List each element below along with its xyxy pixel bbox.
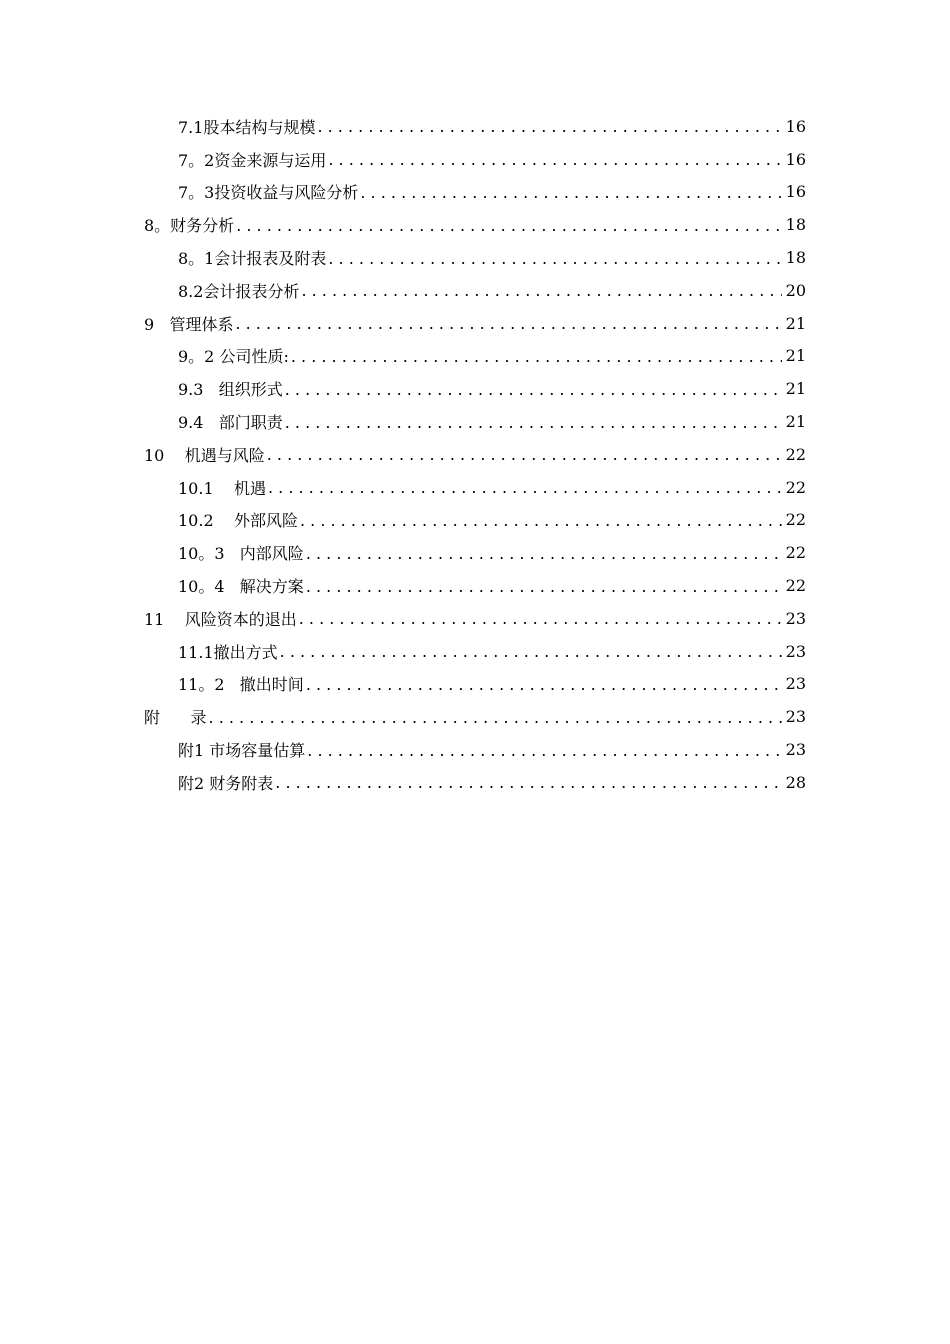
toc-leader-dots — [299, 610, 782, 626]
toc-leader-dots — [285, 381, 782, 397]
toc-leader-dots — [291, 348, 782, 364]
toc-entry-label: 7。3投资收益与风险分析 — [178, 180, 358, 203]
toc-entry[interactable] — [0, 536, 950, 569]
toc-entry-label: 8.2会计报表分析 — [178, 279, 299, 302]
toc-entry-label: 11 风险资本的退出 — [144, 607, 297, 630]
toc-entry-page: 22 — [785, 543, 806, 563]
toc-entry-label: 附 录 — [144, 705, 207, 728]
toc-leader-dots — [328, 250, 782, 266]
toc-entry[interactable] — [0, 405, 950, 438]
toc-entry[interactable] — [0, 733, 950, 766]
toc-entry-label: 9 管理体系 — [144, 312, 233, 335]
toc-entry-page: 20 — [785, 280, 806, 300]
toc-entry-label: 10 机遇与风险 — [144, 443, 265, 466]
toc-leader-dots — [306, 676, 782, 692]
toc-entry-page: 21 — [785, 379, 806, 399]
toc-entry-label: 8。财务分析 — [144, 213, 234, 236]
toc-entry-label: 9.3 组织形式 — [178, 377, 283, 400]
toc-entry-page: 21 — [785, 346, 806, 366]
toc-entry[interactable] — [0, 766, 950, 799]
toc-entry-label: 10。4 解决方案 — [178, 574, 304, 597]
toc-entry-page: 22 — [785, 510, 806, 530]
toc-leader-dots — [306, 578, 782, 594]
toc-entry-page: 28 — [785, 772, 806, 792]
toc-leader-dots — [236, 217, 782, 233]
toc-entry-page: 16 — [785, 182, 806, 202]
toc-entry-label: 11。2 撤出时间 — [178, 672, 304, 695]
toc-leader-dots — [301, 282, 782, 298]
toc-entry[interactable] — [0, 274, 950, 307]
toc-leader-dots — [235, 315, 782, 331]
toc-entry-page: 22 — [785, 477, 806, 497]
toc-entry-label: 11.1撤出方式 — [178, 640, 278, 663]
toc-leader-dots — [307, 742, 782, 758]
toc-entry[interactable] — [0, 176, 950, 209]
toc-entry[interactable] — [0, 110, 950, 143]
toc-entry[interactable] — [0, 471, 950, 504]
toc-entry-label: 7.1股本结构与规模 — [178, 115, 315, 138]
toc-entry-label: 附1 市场容量估算 — [178, 738, 305, 761]
toc-entry[interactable] — [0, 208, 950, 241]
toc-entry-label: 9。2 公司性质: — [178, 344, 289, 367]
toc-entry-label: 10.1 机遇 — [178, 476, 266, 499]
toc-leader-dots — [306, 545, 782, 561]
toc-entry[interactable] — [0, 635, 950, 668]
toc-leader-dots — [300, 512, 782, 528]
toc-entry[interactable] — [0, 569, 950, 602]
toc-entry-label: 10.2 外部风险 — [178, 508, 298, 531]
toc-entry[interactable] — [0, 504, 950, 537]
toc-entry-page: 16 — [785, 116, 806, 136]
toc-entry-page: 23 — [785, 608, 806, 628]
toc-entry-page: 16 — [785, 149, 806, 169]
toc-entry-label: 10。3 内部风险 — [178, 541, 304, 564]
toc-entry[interactable] — [0, 602, 950, 635]
toc-entry-page: 18 — [785, 248, 806, 268]
toc-entry[interactable] — [0, 438, 950, 471]
toc-entry-page: 18 — [785, 215, 806, 235]
toc-leader-dots — [267, 446, 782, 462]
toc-leader-dots — [209, 709, 782, 725]
toc-entry[interactable] — [0, 307, 950, 340]
toc-entry-page: 22 — [785, 444, 806, 464]
toc-entry-page: 23 — [785, 707, 806, 727]
toc-entry[interactable] — [0, 143, 950, 176]
toc-entry-page: 21 — [785, 313, 806, 333]
toc-leader-dots — [328, 151, 782, 167]
toc-entry[interactable] — [0, 340, 950, 373]
toc-entry-page: 23 — [785, 641, 806, 661]
toc-entry-page: 23 — [785, 740, 806, 760]
toc-leader-dots — [275, 774, 782, 790]
toc-entry-page: 22 — [785, 576, 806, 596]
toc-leader-dots — [360, 184, 782, 200]
toc-leader-dots — [285, 414, 782, 430]
toc-entry[interactable] — [0, 372, 950, 405]
toc-leader-dots — [268, 479, 782, 495]
toc-entry-page: 23 — [785, 674, 806, 694]
toc-entry-page: 21 — [785, 412, 806, 432]
toc-entry[interactable] — [0, 668, 950, 701]
toc-leader-dots — [280, 643, 782, 659]
table-of-contents — [0, 110, 950, 799]
toc-leader-dots — [317, 118, 782, 134]
toc-entry-label: 7。2资金来源与运用 — [178, 148, 326, 171]
toc-entry[interactable] — [0, 700, 950, 733]
toc-entry-label: 8。1会计报表及附表 — [178, 246, 326, 269]
toc-entry-label: 9.4 部门职责 — [178, 410, 283, 433]
toc-entry-label: 附2 财务附表 — [178, 771, 273, 794]
toc-entry[interactable] — [0, 241, 950, 274]
